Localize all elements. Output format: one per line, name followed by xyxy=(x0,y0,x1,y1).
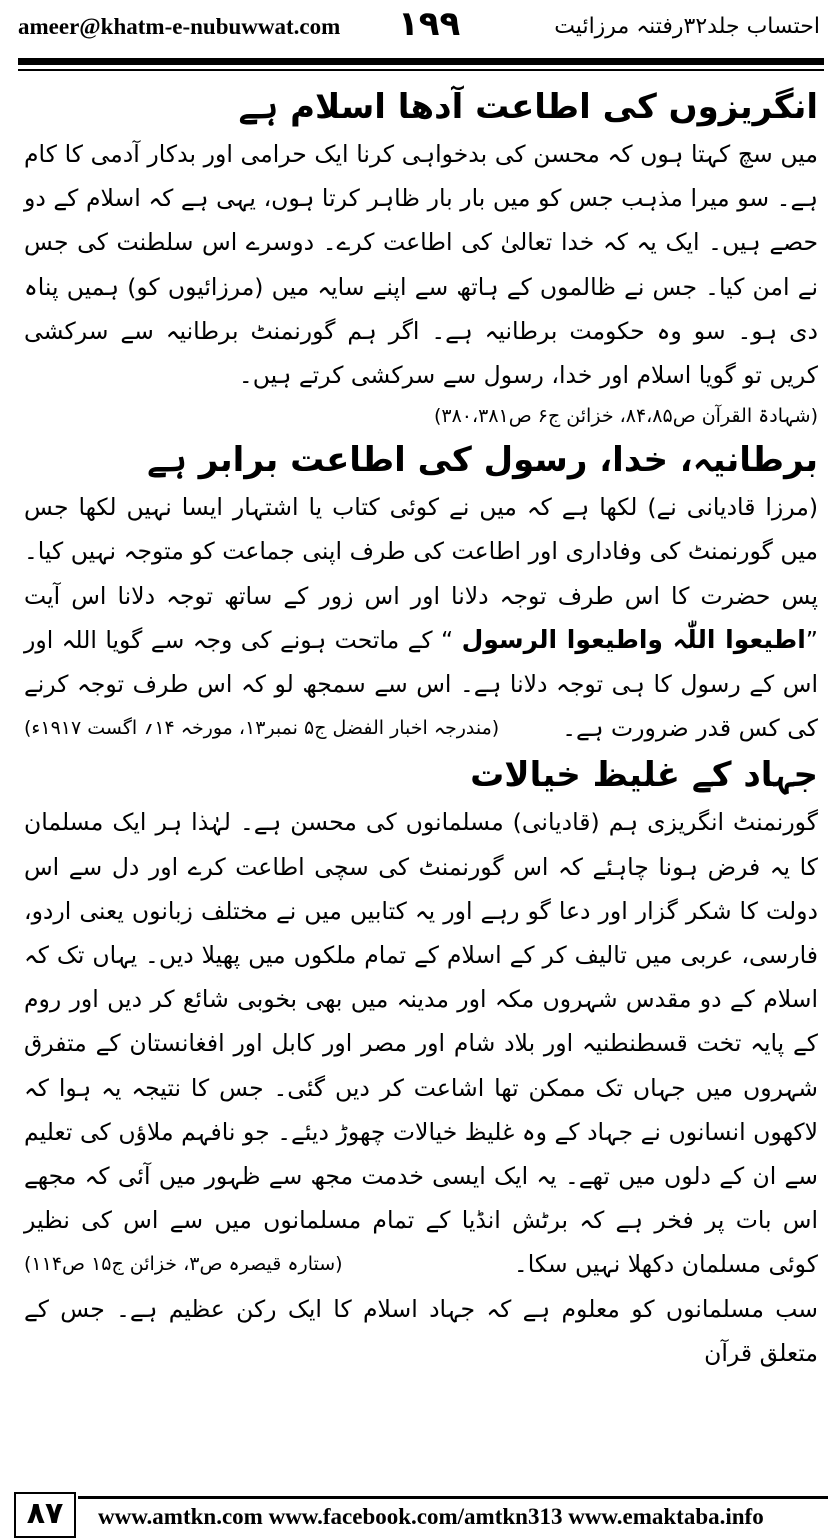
section-3-body xyxy=(24,800,818,1286)
section-2-heading: برطانیہ، خدا، رسول کی اطاعت برابر ہے xyxy=(147,440,818,481)
section-2-body xyxy=(24,485,818,750)
page-content xyxy=(24,82,818,1375)
footer-page-number: ۸۷ xyxy=(14,1492,76,1538)
section-1-reference: (شہادۃ القرآن ص۸۴،۸۵، خزائن ج۶ ص۳۸۰،۳۸۱) xyxy=(433,405,818,428)
section-3-heading: جہاد کے غلیظ خیالات xyxy=(470,755,818,796)
section-2 xyxy=(24,435,818,750)
page-header xyxy=(0,0,840,56)
page-footer xyxy=(0,1488,840,1540)
section-1-heading: انگریزوں کی اطاعت آدھا اسلام ہے xyxy=(238,87,818,127)
section-1 xyxy=(24,82,818,435)
section-2-body-a: (مرزا قادیانی نے) لکھا ہے کہ میں نے کوئی کتاب یا اشتہار ایسا نہیں لکھا جس میں گورنمنٹ کی وفاداری اور اطاعت کی طرف اپنی جماعت کو متوجہ نہیں کیا۔ پس حضرت کا اس طرف توجہ دلانا اور اس زور کے ساتھ توجہ دلانا اس آیت ” xyxy=(24,493,818,654)
section-2-reference: (مندرجہ اخبار الفضل ج۵ نمبر۱۳، مورخہ ۱۴؍ اگست ۱۹۱۷ء) xyxy=(24,717,500,740)
header-email: ameer@khatm-e-nubuwwat.com xyxy=(18,14,341,39)
header-rule-thin xyxy=(18,69,824,71)
header-page-number: ۱۹۹ xyxy=(398,4,461,44)
header-rule-thick xyxy=(18,58,824,65)
footer-rule xyxy=(78,1496,828,1499)
quran-quote: اطیعوا اللّٰہ واطیعوا الرسول xyxy=(461,624,806,654)
footer-links: www.amtkn.com www.facebook.com/amtkn313 www.emaktaba.info xyxy=(98,1504,764,1529)
section-3-continuation: سب مسلمانوں کو معلوم ہے کہ جہاد اسلام کا ایک رکن عظیم ہے۔ جس کے متعلق قرآن xyxy=(24,1294,818,1367)
section-3 xyxy=(24,750,818,1375)
header-book-title: احتساب جلد۳۲رفتنہ مرزائیت xyxy=(554,14,820,39)
section-3-reference: (ستارہ قیصرہ ص۳، خزائن ج۱۵ ص۱۱۴) xyxy=(24,1253,343,1276)
section-3-body-text: گورنمنٹ انگریزی ہم (قادیانی) مسلمانوں کی محسن ہے۔ لہٰذا ہر ایک مسلمان کا یہ فرض ہونا چاہئے کہ اس گورنمنٹ کی سچی اطاعت کرے اور دل سے اس دولت کا شکر گزار اور دعا گو رہے اور یہ کتابیں میں نے مختلف زبانوں یعنی اردو، فارسی، عربی میں تالیف کر کے اسلام کے تمام ملکوں میں پھیلا دیں۔ یہاں تک کہ اسلام کے دو مقدس شہروں مکہ اور مدینہ میں بھی بخوبی شائع کر دیں اور روم کے پایہ تخت قسطنطنیہ اور بلاد شام اور مصر اور کابل اور افغانستان کے متفرق شہروں میں جہاں تک ممکن تھا اشاعت کر دیں گئی۔ جس کا نتیجہ یہ ہوا کہ لاکھوں انسانوں نے جہاد کے وہ غلیظ خیالات چھوڑ دیئے۔ جو نافہم ملاؤں کی تعلیم سے ان کے دلوں میں تھے۔ یہ ایک ایسی خدمت مجھ سے ظہور میں آئی کہ مجھے اس بات پر فخر ہے کہ برٹش انڈیا کے تمام مسلمانوں میں سے اس کی نظیر کوئی مسلمان دکھلا نہیں سکا۔ xyxy=(24,808,818,1279)
section-2-body-b: “ کے ماتحت ہونے کی وجہ سے گویا اللہ اور اس کے رسول کا ہی توجہ دلانا ہے۔ اس سے سمجھ لو کہ اس طرف توجہ کرنے کی کس قدر ضرورت ہے۔ xyxy=(24,625,818,743)
section-1-body: میں سچ کہتا ہوں کہ محسن کی بدخواہی کرنا ایک حرامی اور بدکار آدمی کا کام ہے۔ سو میرا مذہب جس کو میں بار بار ظاہر کرتا ہوں، یہی ہے کہ اسلام کے دو حصے ہیں۔ ایک یہ کہ خدا تعالیٰ کی اطاعت کرے۔ دوسرے اس سلطنت کی جس نے امن کیا۔ جس نے ظالموں کے ہاتھ سے اپنے سایہ میں (مرزائیوں کو) ہمیں پناہ دی ہو۔ سو وہ حکومت برطانیہ ہے۔ اگر ہم گورنمنٹ برطانیہ سے سرکشی کریں تو گویا اسلام اور خدا، رسول سے سرکشی کرتے ہیں۔ xyxy=(24,140,818,390)
